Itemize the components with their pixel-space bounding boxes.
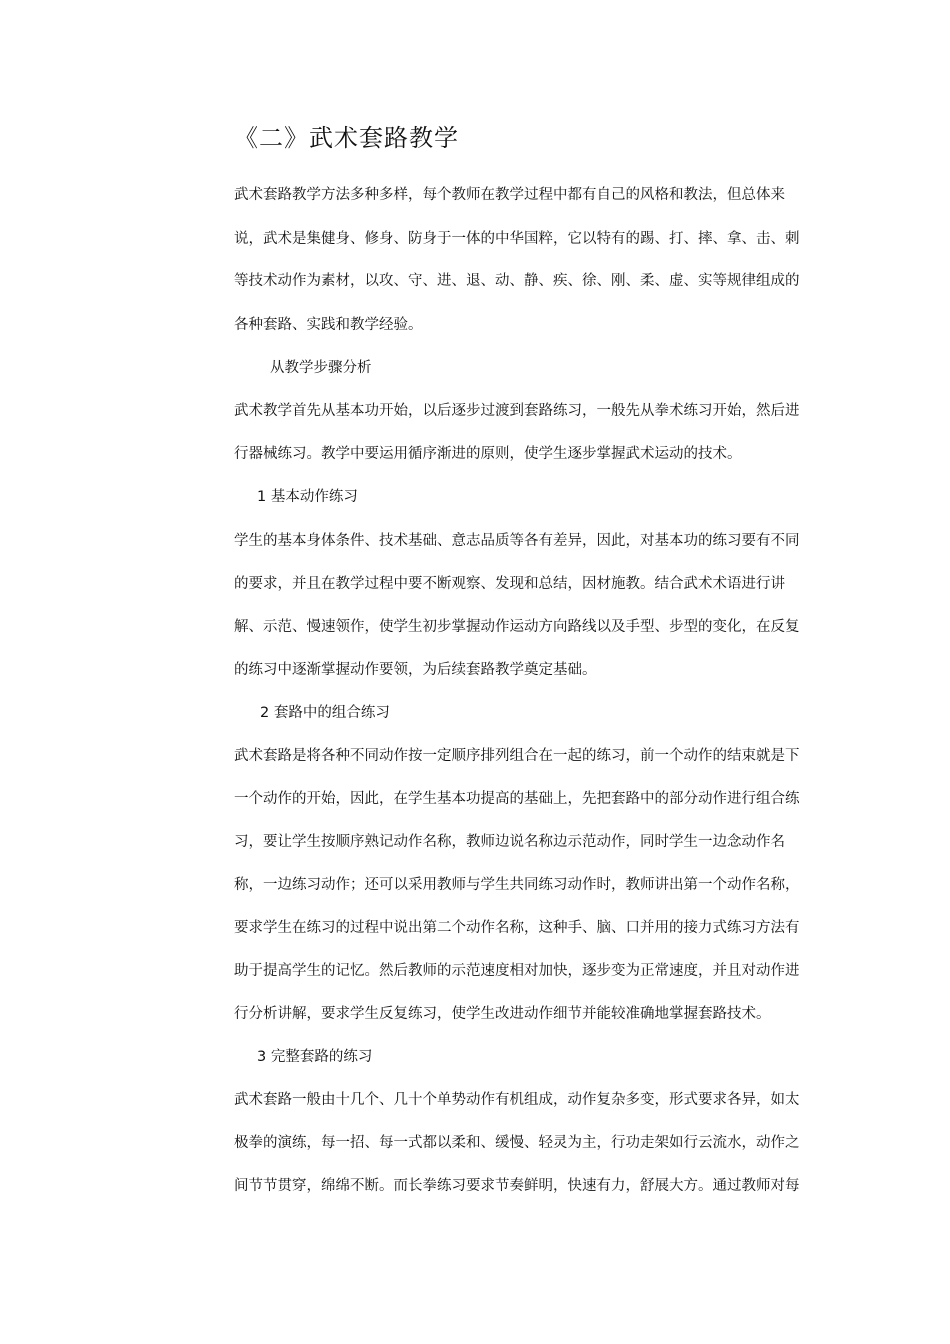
paragraph-line: 要求学生在练习的过程中说出第二个动作名称，这种手、脑、口并用的接力式练习方法有 (234, 920, 800, 936)
paragraph-line: 说，武术是集健身、修身、防身于一体的中华国粹，它以特有的踢、打、摔、拿、击、刺 (234, 231, 800, 247)
paragraph-line: 行分析讲解，要求学生反复练习，使学生改进动作细节并能较准确地掌握套路技术。 (234, 1006, 771, 1022)
paragraph-line: 武术教学首先从基本功开始，以后逐步过渡到套路练习，一般先从拳术练习开始，然后进 (234, 403, 800, 419)
paragraph-line: 间节节贯穿，绵绵不断。而长拳练习要求节奏鲜明，快速有力，舒展大方。通过教师对每 (234, 1178, 800, 1194)
paragraph-line: 武术套路一般由十几个、几十个单势动作有机组成，动作复杂多变，形式要求各异，如太 (234, 1092, 800, 1108)
document-title: 《二》武术套路教学 (234, 124, 459, 152)
paragraph-line: 的练习中逐渐掌握动作要领，为后续套路教学奠定基础。 (234, 662, 597, 678)
paragraph-line: 等技术动作为素材，以攻、守、进、退、动、静、疾、徐、刚、柔、虚、实等规律组成的 (234, 273, 800, 289)
paragraph-line: 学生的基本身体条件、技术基础、意志品质等各有差异，因此，对基本功的练习要有不同 (234, 533, 800, 549)
paragraph-line: 称，一边练习动作；还可以采用教师与学生共同练习动作时，教师讲出第一个动作名称， (234, 877, 800, 893)
paragraph-line: 助于提高学生的记忆。然后教师的示范速度相对加快，逐步变为正常速度，并且对动作进 (234, 963, 800, 979)
subsection-heading-1: 1 基本动作练习 (257, 489, 358, 505)
paragraph-line: 一个动作的开始，因此，在学生基本功提高的基础上，先把套路中的部分动作进行组合练 (234, 791, 800, 807)
paragraph-line: 武术套路是将各种不同动作按一定顺序排列组合在一起的练习，前一个动作的结束就是下 (234, 748, 800, 764)
paragraph-line: 习，要让学生按顺序熟记动作名称，教师边说名称边示范动作，同时学生一边念动作名 (234, 834, 785, 850)
paragraph-line: 解、示范、慢速领作，使学生初步掌握动作运动方向路线以及手型、步型的变化，在反复 (234, 619, 800, 635)
paragraph-line: 行器械练习。教学中要运用循序渐进的原则，使学生逐步掌握武术运动的技术。 (234, 446, 742, 462)
section-heading: 从教学步骤分析 (270, 360, 372, 376)
subsection-heading-2: 2 套路中的组合练习 (260, 705, 390, 721)
paragraph-line: 极拳的演练，每一招、每一式都以柔和、缓慢、轻灵为主，行功走架如行云流水，动作之 (234, 1135, 800, 1151)
paragraph-line: 的要求，并且在教学过程中要不断观察、发现和总结，因材施教。结合武术术语进行讲 (234, 576, 785, 592)
subsection-heading-3: 3 完整套路的练习 (257, 1049, 373, 1065)
paragraph-line: 武术套路教学方法多种多样，每个教师在教学过程中都有自己的风格和教法，但总体来 (234, 187, 785, 203)
paragraph-line: 各种套路、实践和教学经验。 (234, 317, 423, 333)
